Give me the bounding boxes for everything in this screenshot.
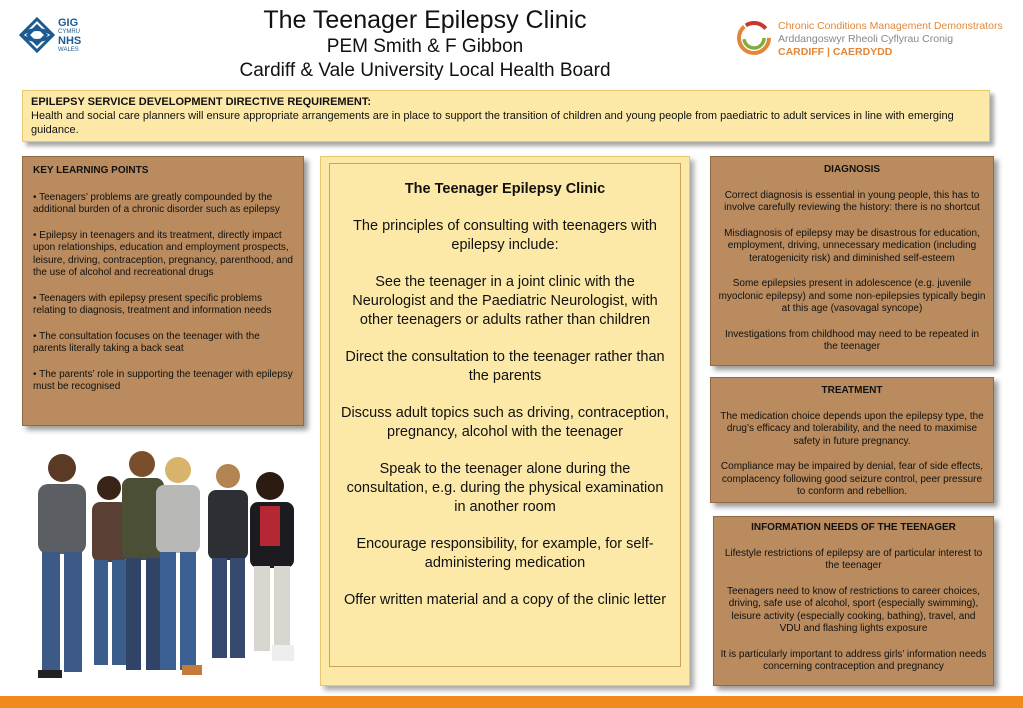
directive-heading: EPILEPSY SERVICE DEVELOPMENT DIRECTIVE REQUIREMENT: xyxy=(31,96,372,108)
ccm-logo-line3: CARDIFF | CAERDYDD xyxy=(778,46,893,58)
poster-authors: PEM Smith & F Gibbon xyxy=(326,36,524,57)
ccm-logo-text xyxy=(778,20,1003,59)
information-needs-panel xyxy=(713,516,994,686)
directive-box xyxy=(22,90,990,142)
poster-organisation: Cardiff & Vale University Local Health Board xyxy=(239,60,611,81)
treatment-paragraph: Compliance may be impaired by denial, fear of side effects, complacency following good seizure control, peer pressure to conform and rebellion. xyxy=(720,461,984,497)
clinic-principle: The principles of consulting with teenagers with epilepsy include: xyxy=(353,218,657,253)
diagnosis-panel xyxy=(710,156,994,366)
nhs-logo-text xyxy=(58,18,81,54)
teen-figure xyxy=(122,451,164,670)
clinic-principle: Speak to the teenager alone during the consultation, e.g. during the physical examination in another room xyxy=(346,461,664,515)
treatment-paragraph: The medication choice depends upon the epilepsy type, the drug’s efficacy and tolerability, and the need to maximise safety in future pregnancy. xyxy=(720,410,984,447)
teen-figure xyxy=(38,454,86,678)
clinic-principles-title: The Teenager Epilepsy Clinic xyxy=(404,181,606,197)
ccm-rings-icon xyxy=(736,20,772,56)
ccm-logo xyxy=(736,16,1011,66)
key-learning-point: • The consultation focuses on the teenager with the parents literally taking a back seat xyxy=(33,330,260,354)
information-needs-paragraph: It is particularly important to address girls’ information needs concerning contraception and pregnancy xyxy=(720,648,987,672)
poster-title: The Teenager Epilepsy Clinic xyxy=(263,6,587,34)
diagnosis-heading: DIAGNOSIS xyxy=(823,164,881,175)
title-block xyxy=(160,6,690,83)
footer-bar xyxy=(0,696,1023,708)
clinic-principles-frame xyxy=(329,163,681,667)
key-learning-panel xyxy=(22,156,304,426)
information-needs-heading: INFORMATION NEEDS OF THE TEENAGER xyxy=(751,522,956,533)
poster-header xyxy=(0,0,1023,88)
nhs-logo-line1: GIG xyxy=(58,17,79,29)
teenagers-illustration xyxy=(22,440,312,685)
teen-figure xyxy=(250,472,294,661)
treatment-panel xyxy=(710,377,994,503)
key-learning-heading: KEY LEARNING POINTS xyxy=(33,165,149,176)
clinic-principle: Offer written material and a copy of the clinic letter xyxy=(343,592,667,608)
clinic-principle: Encourage responsibility, for example, for self-administering medication xyxy=(356,536,654,571)
clinic-principle: Discuss adult topics such as driving, contraception, pregnancy, alcohol with the teenager xyxy=(340,405,670,440)
ccm-logo-line2: Arddangoswyr Rheoli Cyflyrau Cronig xyxy=(778,33,954,45)
key-learning-point: • Epilepsy in teenagers and its treatment, directly impact upon relationships, education and employment prospects, leisure, driving, contraception, pregnancy, parenthood, and the use of alcohol and recreational drugs xyxy=(33,229,293,278)
nhs-logo-line3: NHS xyxy=(58,35,82,47)
directive-text: Health and social care planners will ensure appropriate arrangements are in place to support the transition of children and young people from paediatric to adult services in line with emerging guidance. xyxy=(31,110,954,136)
key-learning-point: • Teenagers’ problems are greatly compounded by the additional burden of a chronic disorder such as epilepsy xyxy=(33,191,280,215)
key-learning-point: • Teenagers with epilepsy present specific problems relating to diagnosis, treatment and information needs xyxy=(33,292,272,316)
teenagers-group-photo xyxy=(22,440,312,685)
clinic-principle: Direct the consultation to the teenager rather than the parents xyxy=(345,349,665,384)
diagnosis-paragraph: Investigations from childhood may need to be repeated in the teenager xyxy=(724,328,980,352)
teen-figure xyxy=(208,464,248,658)
information-needs-paragraph: Lifestyle restrictions of epilepsy are of particular interest to the teenager xyxy=(724,547,983,571)
clinic-principles-panel xyxy=(320,156,690,686)
nhs-logo-line2: CYMRU xyxy=(58,29,80,35)
nhs-wales-logo xyxy=(18,16,98,56)
information-needs-paragraph: Teenagers need to know of restrictions to career choices, driving, safe use of alcohol, sport (especially swimming), leisure activity (especially cooking, bathing), travel, and VDU and flashing lights exposure xyxy=(727,585,980,634)
diagnosis-paragraph: Some epilepsies present in adolescence (e.g. juvenile myoclonic epilepsy) and some non-epilepsies typically begin at this age (vasovagal syncope) xyxy=(718,278,986,314)
nhs-knot-icon xyxy=(18,16,56,54)
nhs-logo-line4: WALES xyxy=(58,47,79,53)
clinic-principle: See the teenager in a joint clinic with the Neurologist and the Paediatric Neurologist, with other teenagers or adults rather than children xyxy=(352,274,658,328)
diagnosis-paragraph: Correct diagnosis is essential in young people, this has to involve carefully reviewing the history: there is no shortcut xyxy=(724,189,980,213)
ccm-logo-line1: Chronic Conditions Management Demonstrators xyxy=(778,20,1003,32)
teen-figure xyxy=(156,457,202,675)
key-learning-point: • The parents’ role in supporting the teenager with epilepsy must be recognised xyxy=(33,368,293,392)
diagnosis-paragraph: Misdiagnosis of epilepsy may be disastrous for education, employment, driving, unnecessary medication (including teratogenicity risk) and diminished self-esteem xyxy=(724,227,980,264)
treatment-heading: TREATMENT xyxy=(821,385,883,396)
